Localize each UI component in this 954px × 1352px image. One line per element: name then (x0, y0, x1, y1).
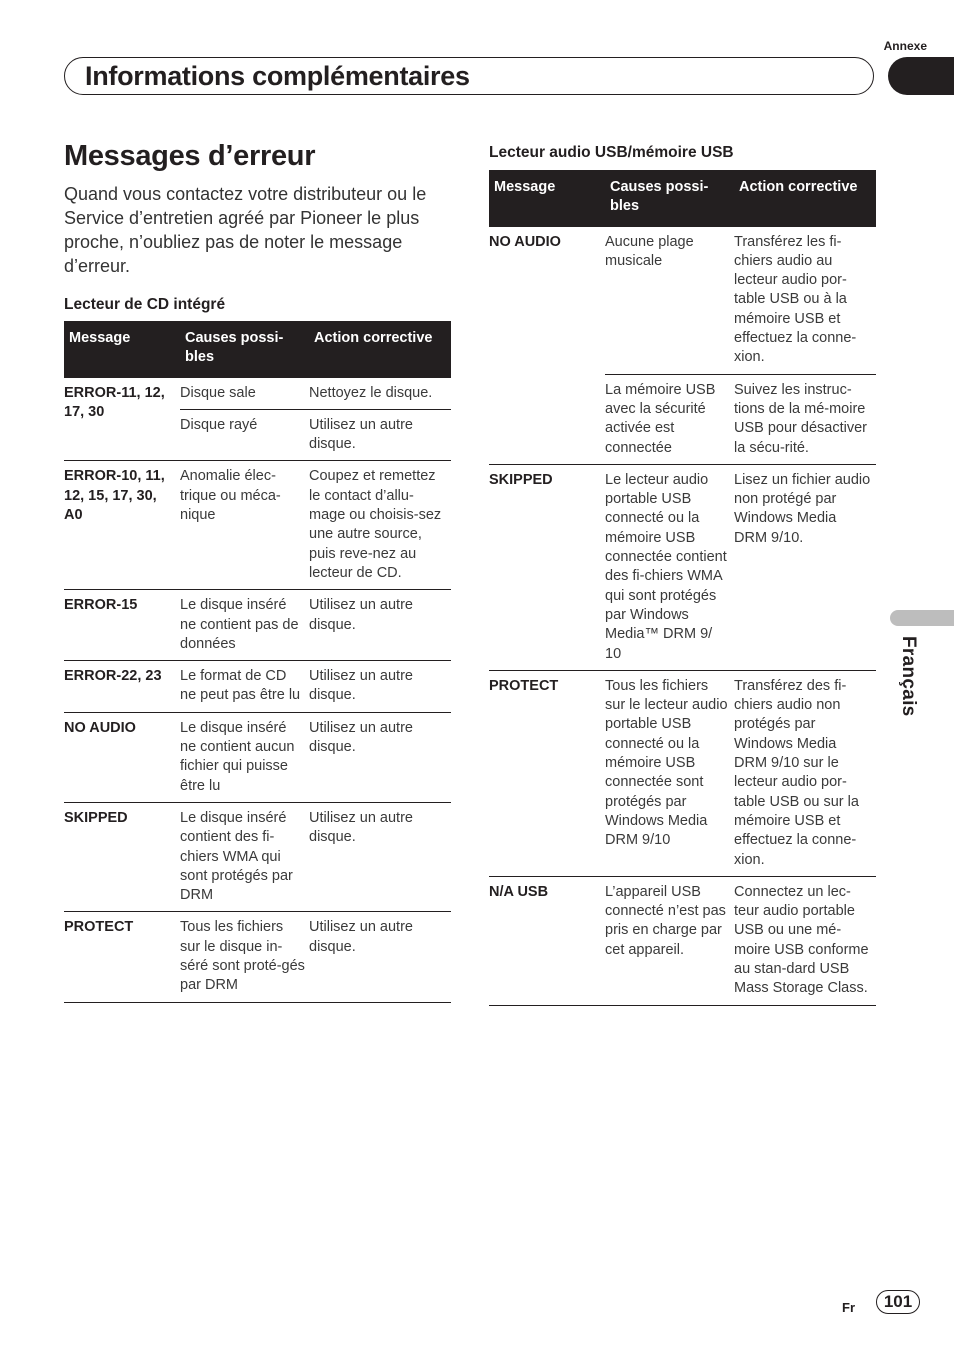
page-number: 101 (876, 1290, 920, 1314)
cause-cell: Tous les fichiers sur le disque in-séré sont proté-gés par DRM (180, 912, 309, 1002)
action-cell: Connectez un lec-teur audio portable USB ou une mé-moire USB conforme au stan-dard USB Mass Storage Class. (734, 876, 876, 1005)
section-title: Informations complémentaires (85, 61, 470, 91)
action-cell: Nettoyez le disque. (309, 378, 451, 410)
table-row (64, 378, 451, 410)
intro-paragraph: Quand vous contactez votre distributeur ou le Service d’entretien agréé par Pioneer le plus proche, n’oubliez pas de noter le message d’erreur. (64, 184, 427, 276)
action-cell: Utilisez un autre disque. (309, 590, 451, 661)
cause-cell: L’appareil USB connecté n’est pas pris en charge par cet appareil. (605, 876, 734, 1005)
column-header: Message (64, 321, 180, 378)
table-row (489, 464, 876, 670)
column-header: Action corrective (309, 321, 451, 378)
cause-cell: Tous les fichiers sur le lecteur audio portable USB connecté ou la mémoire USB connectée sont protégés par Windows Media DRM 9/10 (605, 670, 734, 876)
chapter-tab (888, 57, 954, 95)
message-cell: ERROR-10, 11, 12, 15, 17, 30, A0 (64, 461, 180, 590)
action-cell: Lisez un fichier audio non protégé par Windows Media DRM 9/10. (734, 464, 876, 670)
action-cell: Coupez et remettez le contact d’allu-mage ou choisis-sez une autre source, puis reve-nez au lecteur de CD. (309, 461, 451, 590)
language-tab-marker (890, 610, 954, 626)
cd-error-table (64, 321, 451, 1003)
message-cell: ERROR-15 (64, 590, 180, 661)
cause-cell: Anomalie élec-trique ou méca-nique (180, 461, 309, 590)
column-header: Causes possi-bles (180, 321, 309, 378)
table-row (64, 802, 451, 911)
message-cell: NO AUDIO (489, 227, 605, 465)
message-cell: ERROR-11, 12, 17, 30 (64, 378, 180, 461)
action-cell: Utilisez un autre disque. (309, 712, 451, 802)
table-header-row (489, 170, 876, 227)
cause-cell: Le disque inséré ne contient aucun fichier qui puisse être lu (180, 712, 309, 802)
table-row (64, 712, 451, 802)
action-cell: Suivez les instruc-tions de la mé-moire USB pour désactiver la sécu-rité. (734, 374, 876, 464)
language-tab-label: Français (898, 636, 919, 717)
annexe-label: Annexe (883, 39, 927, 53)
cause-cell: Le disque inséré ne contient pas de données (180, 590, 309, 661)
cause-cell: Le disque inséré contient des fi-chiers WMA qui sont protégés par DRM (180, 802, 309, 911)
table-row (489, 670, 876, 876)
table-row (489, 227, 876, 375)
message-cell: SKIPPED (64, 802, 180, 911)
message-cell: ERROR-22, 23 (64, 661, 180, 713)
table-row (64, 590, 451, 661)
message-cell: PROTECT (489, 670, 605, 876)
action-cell: Transférez des fi-chiers audio non protégés par Windows Media DRM 9/10 sur le lecteur audio por-table USB ou sur la mémoire USB et effectuez la conne-xion. (734, 670, 876, 876)
column-header: Action corrective (734, 170, 876, 227)
cause-cell: Le format de CD ne peut pas être lu (180, 661, 309, 713)
cause-cell: Disque sale (180, 378, 309, 410)
table-row (64, 461, 451, 590)
action-cell: Utilisez un autre disque. (309, 661, 451, 713)
message-cell: N/A USB (489, 876, 605, 1005)
cause-cell: Le lecteur audio portable USB connecté ou la mémoire USB connectée contient des fi-chiers WMA qui sont protégés par Windows Media™ DRM 9/ 10 (605, 464, 734, 670)
usb-error-table (489, 170, 876, 1006)
column-header: Message (489, 170, 605, 227)
message-cell: PROTECT (64, 912, 180, 1002)
cause-cell: La mémoire USB avec la sécurité activée est connectée (605, 374, 734, 464)
language-code: Fr (842, 1300, 855, 1315)
cd-table-title: Lecteur de CD intégré (64, 296, 226, 313)
column-header: Causes possi-bles (605, 170, 734, 227)
action-cell: Transférez les fi-chiers audio au lecteur audio por-table USB ou à la mémoire USB et effectuez la conne-xion. (734, 227, 876, 375)
section-header (64, 57, 874, 95)
action-cell: Utilisez un autre disque. (309, 409, 451, 461)
table-row (489, 876, 876, 1005)
page-title: Messages d’erreur (64, 140, 316, 172)
action-cell: Utilisez un autre disque. (309, 802, 451, 911)
table-header-row (64, 321, 451, 378)
table-row (64, 912, 451, 1002)
table-row (64, 661, 451, 713)
usb-table-title: Lecteur audio USB/mémoire USB (489, 144, 734, 161)
cause-cell: Disque rayé (180, 409, 309, 461)
message-cell: NO AUDIO (64, 712, 180, 802)
action-cell: Utilisez un autre disque. (309, 912, 451, 1002)
cause-cell: Aucune plage musicale (605, 227, 734, 375)
message-cell: SKIPPED (489, 464, 605, 670)
